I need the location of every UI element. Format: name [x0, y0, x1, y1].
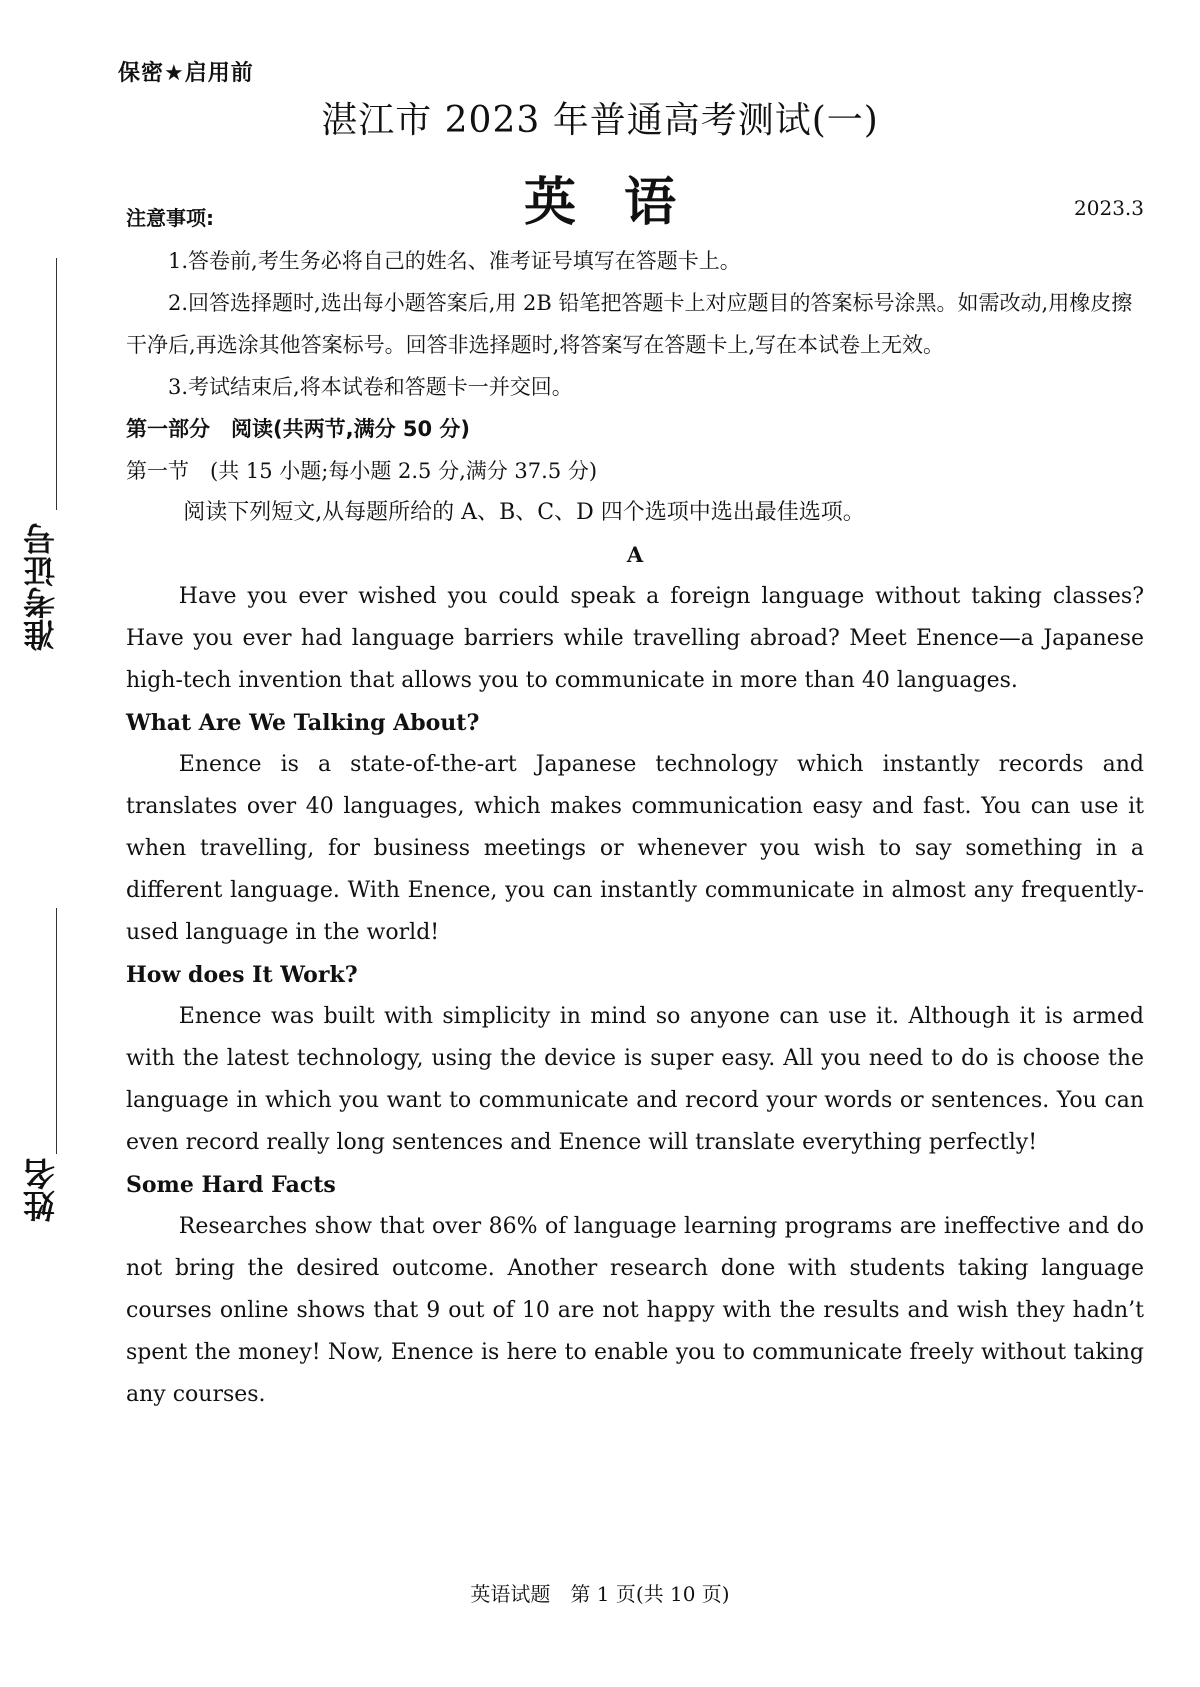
- passage-subheading: Some Hard Facts: [126, 1172, 336, 1198]
- divider-line: [56, 908, 57, 1058]
- passage-subheading: How does It Work?: [126, 962, 358, 988]
- page-content: [126, 240, 1144, 1416]
- passage-subheading: What Are We Talking About?: [126, 710, 480, 736]
- passage-paragraph: Researches show that over 86% of language learning programs are ineffective and do not bring the desired outcome. Another research done with students taking language courses online shows that 9 out of 10 are not happy with the results and wish they hadn’t spent the money! Now, Enence is here to enable you to communicate freely without taking any courses.: [126, 1214, 1144, 1407]
- part-title: 第一部分 阅读(共两节,满分 50 分): [126, 417, 471, 441]
- notice-item: 3.考试结束后,将本试卷和答题卡一并交回。: [168, 375, 573, 399]
- section-title: 第一节 (共 15 小题;每小题 2.5 分,满分 37.5 分): [126, 459, 598, 483]
- notice-heading: 注意事项:: [126, 206, 214, 230]
- section-instruction: 阅读下列短文,从每题所给的 A、B、C、D 四个选项中选出最佳选项。: [183, 500, 865, 525]
- passage-paragraph: Enence was built with simplicity in mind so anyone can use it. Although it is armed with the latest technology, using the device is super easy. All you need to do is choose the language in which you want to communicate and record your words or sentences. You can even record really long sentences and Enence will translate everything perfectly!: [126, 1004, 1144, 1155]
- exam-id-fill-line: [56, 258, 57, 510]
- exam-title: 湛江市 2023 年普通高考测试(一): [321, 100, 879, 141]
- confidential-mark: 保密★启用前: [118, 61, 254, 86]
- subject-title: 英语: [523, 173, 724, 233]
- passage-intro: Have you ever wished you could speak a foreign language without taking classes? Have you ever had language barriers while travelling abroad? Meet Enence—a Japanese high-tech invention that allows you to communicate in more than 40 languages.: [126, 584, 1144, 693]
- passage-letter: A: [626, 542, 644, 567]
- exam-date: 2023.3: [1074, 196, 1144, 220]
- exam-id-label: 准考证号: [22, 523, 60, 651]
- name-fill-line: [56, 1058, 57, 1154]
- notice-item: 2.回答选择题时,选出每小题答案后,用 2B 铅笔把答题卡上对应题目的答案标号涂黑。如需改动,用橡皮擦干净后,再选涂其他答案标号。回答非选择题时,将答案写在答题卡上,写在本试卷上无效。: [126, 291, 1133, 357]
- page-footer: 英语试题 第 1 页(共 10 页): [470, 1582, 730, 1606]
- name-label: 姓名: [22, 1158, 60, 1222]
- passage-paragraph: Enence is a state-of-the-art Japanese technology which instantly records and translates over 40 languages, which makes communication easy and fast. You can use it when travelling, for business meetings or whenever you wish to say something in a different language. With Enence, you can instantly communicate in almost any frequently-used language in the world!: [126, 752, 1144, 945]
- notice-item: 1.答卷前,考生务必将自己的姓名、准考证号填写在答题卡上。: [168, 249, 741, 273]
